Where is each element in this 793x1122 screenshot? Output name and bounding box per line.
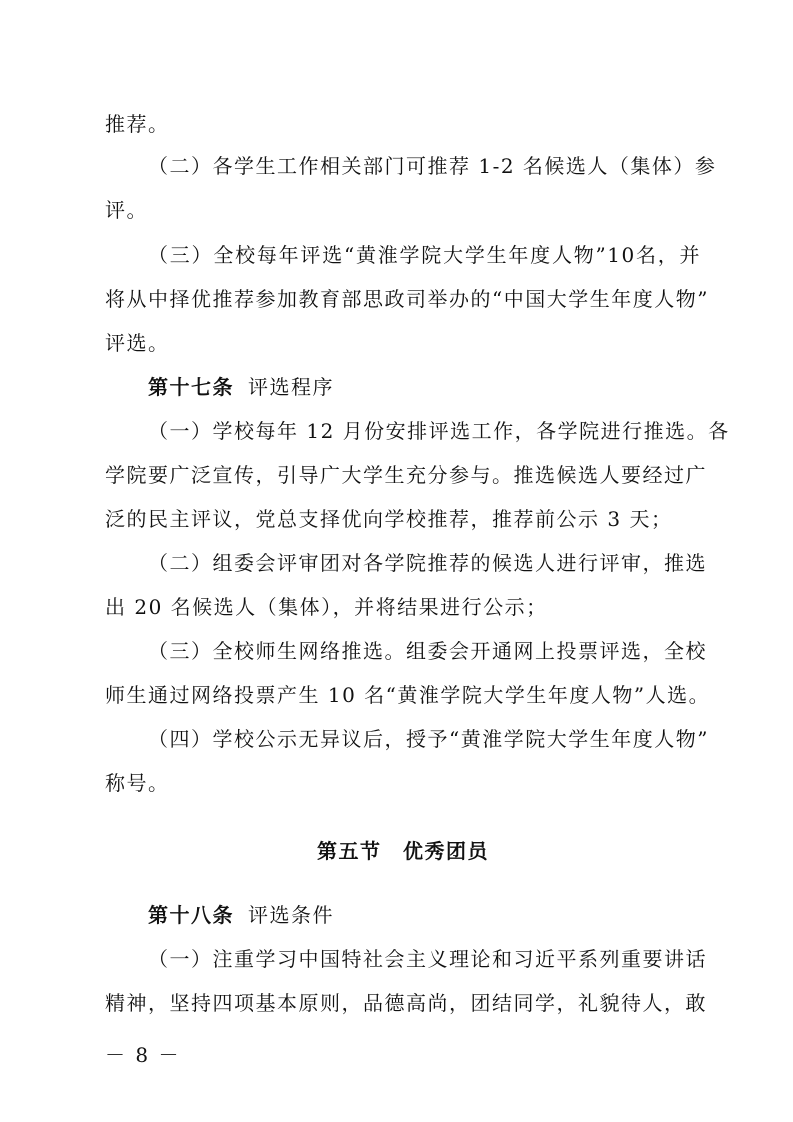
paragraph-line: （三）全校师生网络推选。组委会开通网上投票评选，全校 [148, 639, 707, 663]
paragraph-line: 精神，坚持四项基本原则，品德高尚，团结同学，礼貌待人，敢 [105, 991, 707, 1015]
paragraph-line: 出 20 名候选人（集体），并将结果进行公示； [105, 595, 548, 619]
article-17-heading [148, 373, 701, 401]
paragraph-line: （三）全校每年评选“黄淮学院大学生年度人物”10名，并 [148, 243, 701, 267]
article-18-heading [148, 901, 701, 929]
paragraph-line: （一）学校每年 12 月份安排评选工作，各学院进行推选。各 [148, 419, 730, 443]
paragraph-line: 评选。 [105, 331, 170, 355]
article-17-title: 评选程序 [248, 375, 334, 399]
article-18-title: 评选条件 [248, 903, 334, 927]
paragraph-line: 将从中择优推荐参加教育部思政司举办的“中国大学生年度人物” [105, 287, 709, 311]
article-18-label: 第十八条 [148, 903, 234, 927]
section-title: 第五节 优秀团员 [317, 839, 489, 863]
paragraph-line: （四）学校公示无异议后，授予“黄淮学院大学生年度人物” [148, 727, 709, 751]
paragraph-line: 学院要广泛宣传，引导广大学生充分参与。推选候选人要经过广 [105, 463, 707, 487]
paragraph-line: 推荐。 [105, 112, 170, 136]
paragraph-line: （一）注重学习中国特社会主义理论和习近平系列重要讲话 [148, 947, 707, 971]
paragraph-line: （二）各学生工作相关部门可推荐 1-2 名候选人（集体）参 [148, 154, 717, 178]
paragraph-line: （二）组委会评审团对各学院推荐的候选人进行评审，推选 [148, 551, 707, 575]
page-number: － 8 － [105, 1043, 181, 1067]
paragraph-line: 泛的民主评议，党总支择优向学校推荐，推荐前公示 3 天； [105, 507, 673, 531]
paragraph-line: 称号。 [105, 771, 170, 795]
article-17-label: 第十七条 [148, 375, 234, 399]
paragraph-line: 师生通过网络投票产生 10 名“黄淮学院大学生年度人物”人选。 [105, 683, 711, 707]
paragraph-line: 评。 [105, 198, 148, 222]
